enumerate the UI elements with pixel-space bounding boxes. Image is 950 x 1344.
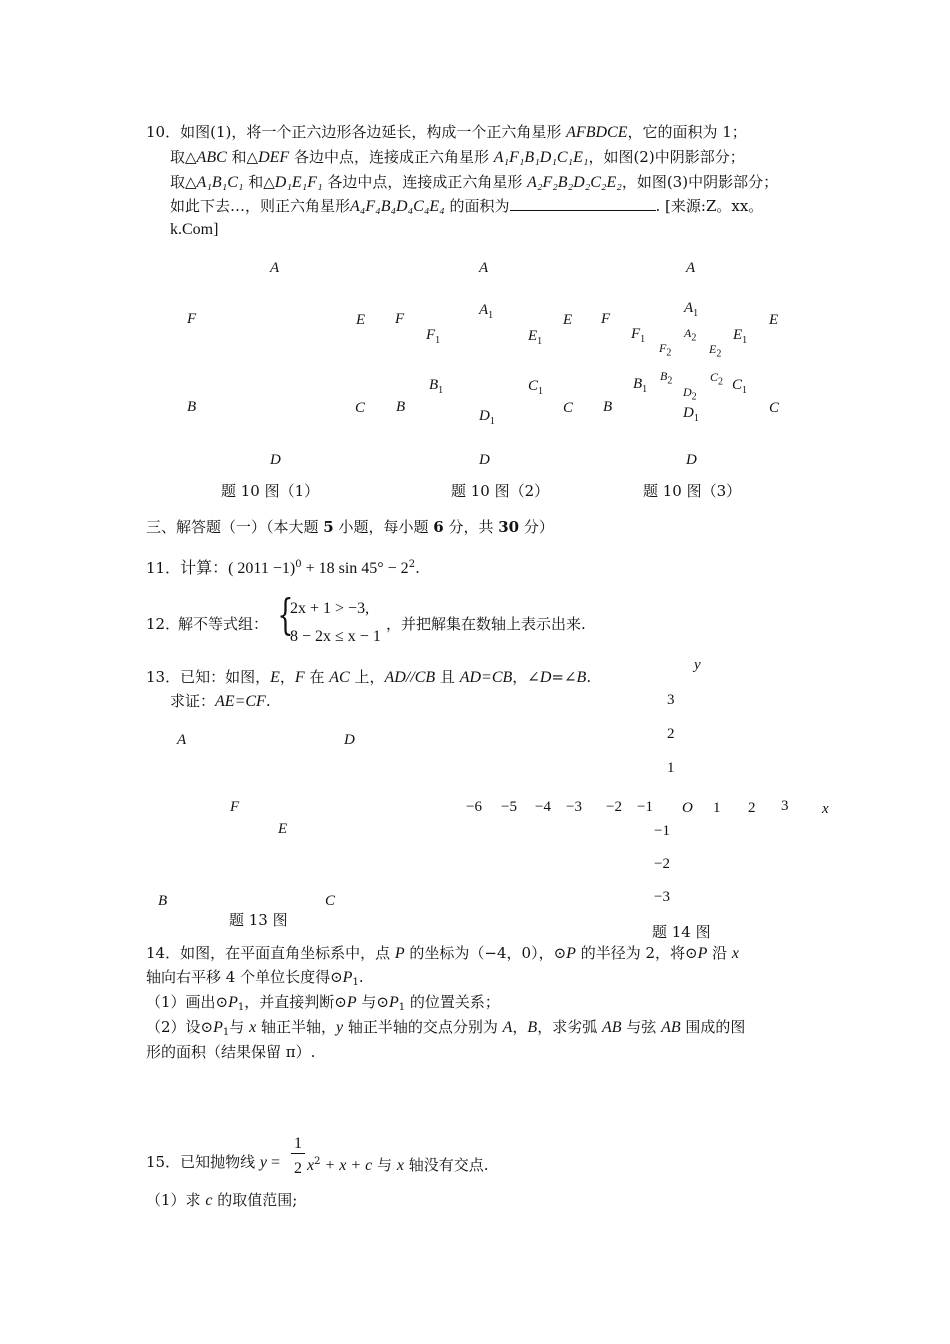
answer-blank[interactable] <box>510 196 656 211</box>
label-C: C <box>355 400 366 416</box>
x-axis-label: x <box>822 801 829 817</box>
label-D1: $D_1$ <box>479 408 495 427</box>
x-tick: −2 <box>606 799 622 815</box>
figure-caption: 题 10 图（2） <box>451 482 550 500</box>
label-C1: $C_1$ <box>528 378 544 397</box>
y-tick: 3 <box>667 692 675 708</box>
label-E1: $E_1$ <box>528 328 543 347</box>
q10-line3: 取△A₁B₁C₁ 和△D₁E₁F₁ 各边中点，连接成正六角星形 A₂F₂B₂D₂C₂E₂，如图(3)中阴影部分； <box>170 173 779 191</box>
y-tick: −3 <box>654 889 670 905</box>
label-F2: $F_2$ <box>659 341 672 359</box>
label-D1: $D_1$ <box>683 405 699 424</box>
inequality-2: 8 − 2x ≤ x − 1 <box>290 628 381 645</box>
figure-caption: 题 14 图 <box>652 923 711 941</box>
label-F: F <box>187 311 197 327</box>
figure-caption: 题 10 图（1） <box>221 482 320 500</box>
label-F: F <box>230 799 240 815</box>
y-tick: −1 <box>654 823 670 839</box>
label-A: A <box>270 260 280 276</box>
label-D: D <box>270 452 281 468</box>
label-E: E <box>278 821 288 837</box>
inequality-1: 2x + 1 > −3, <box>290 600 370 617</box>
section-heading: 三、解答题（一）（本大题 5 小题，每小题 6 分，共 30 分） <box>146 518 554 536</box>
label-E: E <box>356 312 366 328</box>
label-A2: $A_2$ <box>684 326 697 344</box>
x-tick: 3 <box>781 798 789 814</box>
label-F1: $F_1$ <box>426 327 441 346</box>
label-A1: $A_1$ <box>479 302 494 321</box>
q14-line5: 形的面积（结果保留 π）. <box>146 1043 316 1061</box>
label-B2: $B_2$ <box>660 369 673 387</box>
q14-line1: 14．如图，在平面直角坐标系中，点 P 的坐标为（−4，0），⊙P 的半径为 2，将⊙P 沿 x <box>146 944 740 962</box>
label-B1: $B_1$ <box>633 376 648 395</box>
label-E: E <box>769 312 779 328</box>
x-tick: 1 <box>713 800 721 816</box>
y-tick: −2 <box>654 856 670 872</box>
label-B: B <box>187 399 197 415</box>
question-11: 11．计算：( 2011 −1)$^0$ + 18 $\sin 45^\circ - 2^2$. <box>146 559 420 577</box>
q15-part1: （1）求 c 的取值范围; <box>146 1191 298 1209</box>
figure-caption: 题 13 图 <box>229 911 288 929</box>
left-brace: { <box>277 590 294 639</box>
label-C1: $C_1$ <box>732 377 748 396</box>
label-B: B <box>396 399 406 415</box>
label-E: E <box>563 312 573 328</box>
label-C: C <box>325 893 336 909</box>
x-tick: −4 <box>535 799 551 815</box>
q14-line3: （1）画出$⊙P_1$，并直接判断⊙P 与$⊙P_1$ 的位置关系； <box>146 993 500 1013</box>
label-C: C <box>769 400 780 416</box>
label-D2: $D_2$ <box>683 385 697 403</box>
label-D: D <box>479 452 490 468</box>
label-A: A <box>479 260 489 276</box>
label-A: A <box>177 732 187 748</box>
label-C: C <box>563 400 574 416</box>
q10-line5: k.Com] <box>170 221 219 238</box>
figure-caption: 题 10 图（3） <box>643 482 742 500</box>
label-A: A <box>686 260 696 276</box>
x-tick: −6 <box>466 799 482 815</box>
fraction-denominator: 2 <box>294 1160 302 1177</box>
q13-line1: 13．已知：如图，E，F 在 AC 上，AD//CB 且 AD=CB，∠D=∠B. <box>146 668 592 686</box>
x-tick: −1 <box>637 799 653 815</box>
label-E1: $E_1$ <box>733 327 748 346</box>
q10-line4: 如此下去…，则正六角星形A₄F₄B₄D₄C₄E₄ 的面积为 . [来源:Z。xx。 <box>170 197 764 215</box>
x-tick: −3 <box>566 799 582 815</box>
label-B: B <box>158 893 168 909</box>
x-tick: −5 <box>501 799 517 815</box>
label-D: D <box>686 452 697 468</box>
label-E2: $E_2$ <box>709 342 722 360</box>
fraction-numerator: 1 <box>291 1135 305 1154</box>
y-tick: 1 <box>667 760 675 776</box>
label-F: F <box>601 311 611 327</box>
label-B1: $B_1$ <box>429 377 444 396</box>
y-axis-label: y <box>694 657 701 673</box>
label-F1: $F_1$ <box>631 326 646 345</box>
q10-line1: 10．如图(1)，将一个正六边形各边延长，构成一个正六角星形 AFBDCE，它的面积为 1； <box>146 123 747 141</box>
y-tick: 2 <box>667 726 675 742</box>
q14-line4: （2）设$⊙P_1$与 x 轴正半轴，y 轴正半轴的交点分别为 A，B，求劣弧 AB 与弦 AB 围成的图 <box>146 1018 746 1038</box>
label-C2: $C_2$ <box>710 370 724 388</box>
q13-line2: 求证：AE=CF. <box>170 692 271 710</box>
label-B: B <box>603 399 613 415</box>
q14-line2: 轴向右平移 4 个单位长度得$⊙P_1$. <box>146 968 364 988</box>
q10-line2: 取△ABC 和△DEF 各边中点，连接成正六角星形 A₁F₁B₁D₁C₁E₁，如图(2)中阴影部分； <box>170 148 745 166</box>
label-A1: $A_1$ <box>684 300 699 319</box>
label-F: F <box>395 311 405 327</box>
x-tick: 2 <box>748 800 756 816</box>
origin-label: O <box>682 800 693 816</box>
label-D: D <box>344 732 355 748</box>
